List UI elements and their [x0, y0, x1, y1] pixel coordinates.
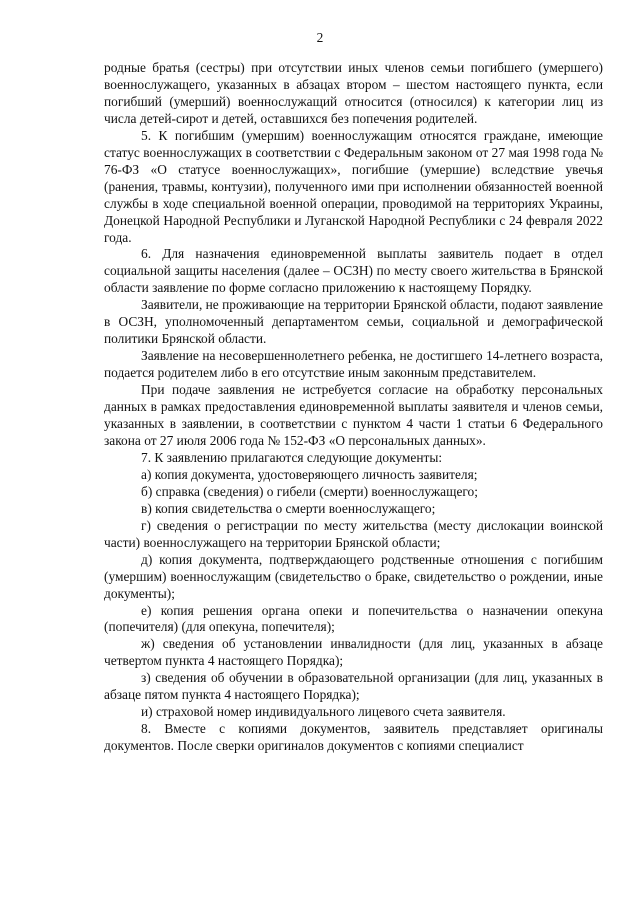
paragraph-personal-data: При подаче заявления не истребуется согласие на обработку персональных данных в рамках предоставления единовременной выплаты заявителя и членов семьи, указанных в заявлении, в соответствии с пунктом 4 части 1 статьи 6 Федерального закона от 27 июля 2006 года № 152-ФЗ «О персональных данных».	[104, 382, 603, 448]
paragraph-item-6: 6. Для назначения единовременной выплаты заявитель подает в отдел социальной защиты населения (далее – ОСЗН) по месту своего жительства в Брянской области заявление по форме согласно приложению к настоящему Порядку.	[104, 246, 603, 296]
list-item-zh: ж) сведения об установлении инвалидности (для лиц, указанных в абзаце четвертом пункта 4 настоящего Порядка);	[104, 636, 603, 669]
list-item-g: г) сведения о регистрации по месту жительства (месту дислокации воинской части) военнослужащего на территории Брянской области;	[104, 517, 603, 550]
paragraph-item-5: 5. К погибшим (умершим) военнослужащим относятся граждане, имеющие статус военнослужащих в соответствии с Федеральным законом от 27 мая 1998 года № 76-ФЗ «О статусе военнослужащих», погибшие (умершие) вследствие увечья (ранения, травмы, контузии), полученного ими при исполнении обязанностей военной службы в ходе специальной военной операции, проводимой на территориях Украины, Донецкой Народной Республики и Луганской Народной Республики с 24 февраля 2022 года.	[104, 127, 603, 245]
list-item-z: з) сведения об обучении в образовательной организации (для лиц, указанных в абзаце пятом пункта 4 настоящего Порядка);	[104, 670, 603, 703]
list-item-b: б) справка (сведения) о гибели (смерти) военнослужащего;	[141, 483, 478, 499]
paragraph-minor-child: Заявление на несовершеннолетнего ребенка, не достигшего 14-летнего возраста, подается родителем либо в его отсутствие иным законным представителем.	[104, 348, 603, 381]
paragraph-item-7: 7. К заявлению прилагаются следующие документы:	[141, 449, 443, 465]
list-item-v: в) копия свидетельства о смерти военнослужащего;	[141, 500, 436, 516]
list-item-d: д) копия документа, подтверждающего родственные отношения с погибшим (умершим) военнослужащим (свидетельство о браке, свидетельство о рождении, иные документы);	[104, 551, 603, 601]
paragraph-non-residents: Заявители, не проживающие на территории Брянской области, подают заявление в ОСЗН, уполномоченный департаментом семьи, социальной и демографической политики Брянской области.	[104, 297, 603, 347]
document-body	[104, 60, 603, 755]
paragraph-item-8: 8. Вместе с копиями документов, заявитель представляет оригиналы документов. После сверки оригиналов документов с копиями специалист	[104, 721, 603, 754]
list-item-i: и) страховой номер индивидуального лицевого счета заявителя.	[141, 704, 506, 720]
paragraph-continuation: родные братья (сестры) при отсутствии иных членов семьи погибшего (умершего) военнослужащего, указанных в абзацах втором – шестом настоящего пункта, если погибший (умерший) военнослужащий относится (относился) к категории лиц из числа детей-сирот и детей, оставшихся без попечения родителей.	[104, 60, 603, 126]
page-number: 2	[316, 30, 324, 45]
list-item-a: а) копия документа, удостоверяющего личность заявителя;	[141, 466, 478, 482]
list-item-e: е) копия решения органа опеки и попечительства о назначении опекуна (попечителя) (для опекуна, попечителя);	[104, 602, 603, 635]
